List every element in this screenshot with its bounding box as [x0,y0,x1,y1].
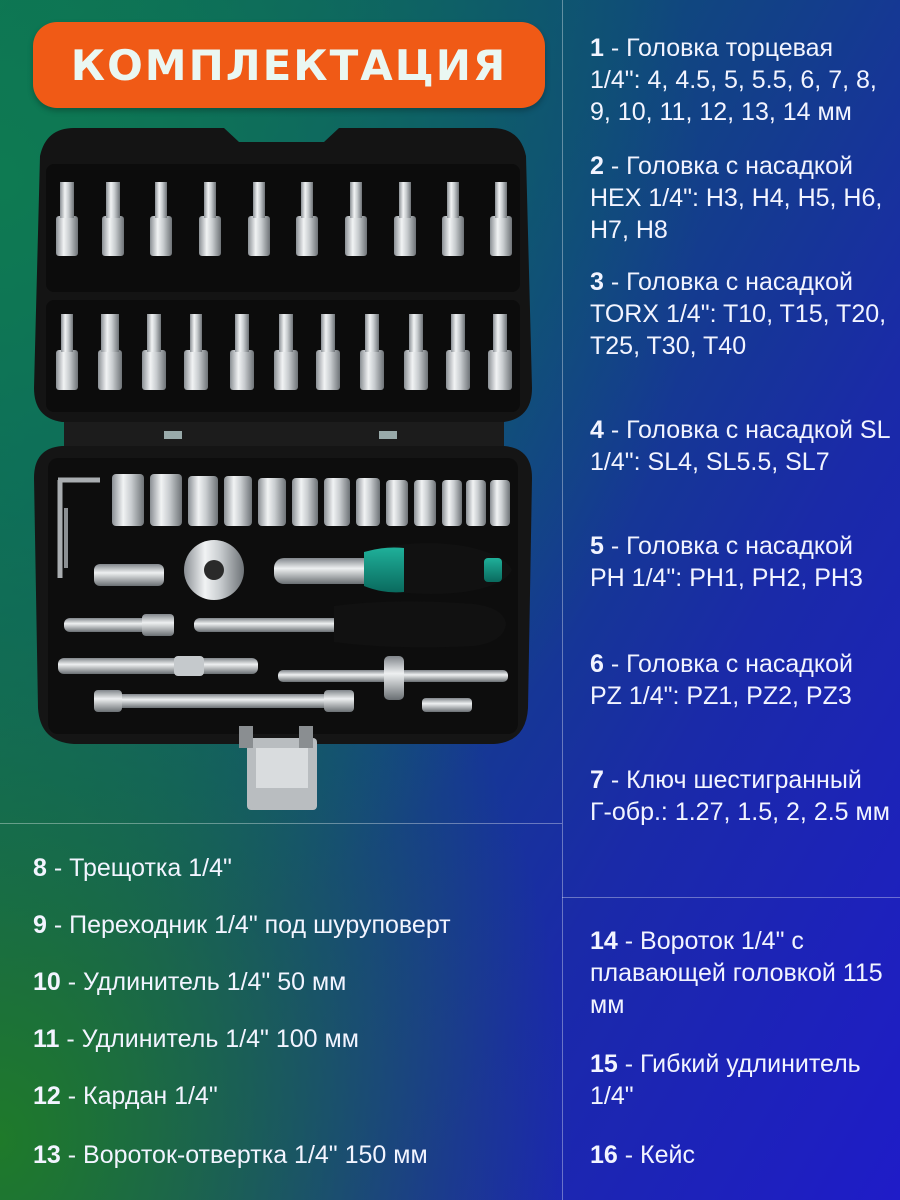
page-title: КОМПЛЕКТАЦИЯ [70,40,508,90]
list-item: 4 - Головка с насадкой SL 1/4": SL4, SL5.5, SL7 [590,416,890,476]
list-item: 12 - Кардан 1/4" [33,1082,218,1110]
list-item: 8 - Трещотка 1/4" [33,854,232,882]
horizontal-divider-right [562,897,900,898]
list-item: 14 - Вороток 1/4" с плавающей головкой 115 мм [590,927,883,1019]
tool-case-image [34,128,532,816]
list-item: 15 - Гибкий удлинитель 1/4" [590,1050,861,1110]
list-item: 9 - Переходник 1/4" под шуруповерт [33,911,451,939]
list-item: 13 - Вороток-отвертка 1/4" 150 мм [33,1141,428,1169]
list-item: 5 - Головка с насадкой PH 1/4": PH1, PH2, PH3 [590,532,863,592]
vertical-divider [562,0,563,1200]
list-item: 1 - Головка торцевая 1/4": 4, 4.5, 5, 5.5, 6, 7, 8, 9, 10, 11, 12, 13, 14 мм [590,34,877,126]
horizontal-divider-left [0,823,562,824]
list-item: 16 - Кейс [590,1141,695,1169]
list-item: 7 - Ключ шестигранный Г-обр.: 1.27, 1.5, 2, 2.5 мм [590,766,890,826]
list-item: 2 - Головка с насадкой HEX 1/4": H3, H4, H5, H6, H7, H8 [590,152,883,244]
list-item: 11 - Удлинитель 1/4" 100 мм [33,1025,359,1053]
list-item: 3 - Головка с насадкой TORX 1/4": T10, T15, T20, T25, T30, T40 [590,268,887,360]
list-item: 10 - Удлинитель 1/4" 50 мм [33,968,347,996]
title-badge [33,22,545,108]
list-item: 6 - Головка с насадкой PZ 1/4": PZ1, PZ2, PZ3 [590,650,853,710]
